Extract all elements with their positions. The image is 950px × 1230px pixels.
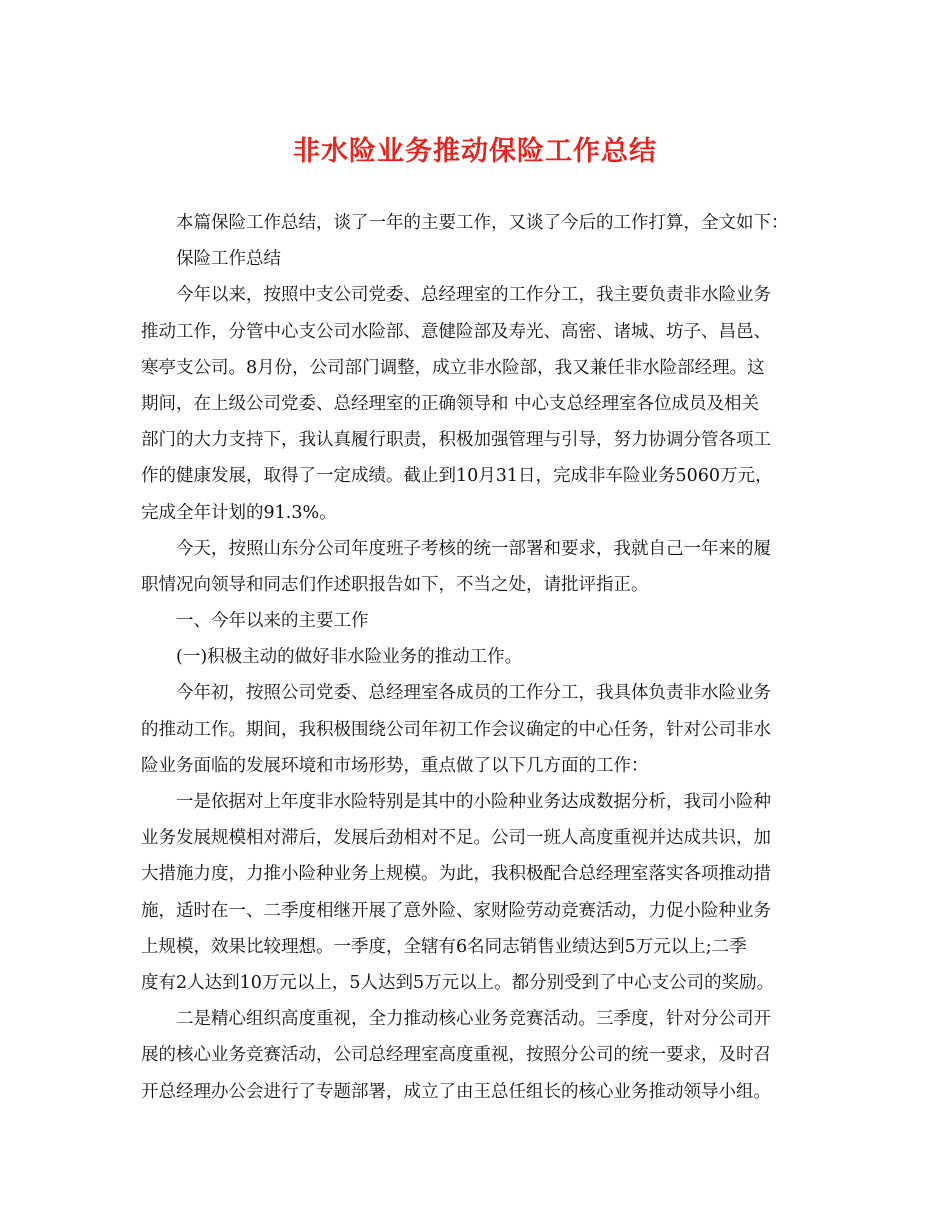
text-line: 保险工作总结: [176, 249, 281, 270]
text-line: 展的核心业务竞赛活动，公司总经理室高度重视，按照分公司的统一要求，及时召: [141, 1045, 771, 1066]
text-line: 一、今年以来的主要工作: [176, 611, 369, 632]
text-line: 作的健康发展，取得了一定成绩。截止到10月31日，完成非车险业务5060万元，: [141, 466, 773, 487]
text-line: 部门的大力支持下，我认真履行职责，积极加强管理与引导，努力协调分管各项工: [141, 430, 771, 451]
text-line: 施，适时在一、二季度相继开展了意外险、家财险劳动竞赛活动，力促小险种业务: [141, 900, 771, 921]
text-line: 今年初，按照公司党委、总经理室各成员的工作分工，我具体负责非水险业务: [176, 683, 771, 704]
text-line: 本篇保险工作总结，谈了一年的主要工作，又谈了今后的工作打算，全文如下：: [176, 213, 789, 233]
text-line: 今天，按照山东分公司年度班子考核的统一部署和要求，我就自己一年来的履: [176, 538, 771, 559]
text-line: 推动工作，分管中心支公司水险部、意健险部及寿光、高密、诸城、坊子、昌邑、: [141, 321, 771, 342]
text-line: 寒亭支公司。8月份，公司部门调整，成立非水险部，我又兼任非水险部经理。这: [141, 357, 765, 378]
text-line: 开总经理办公会进行了专题部署，成立了由王总任组长的核心业务推动领导小组。: [141, 1081, 771, 1102]
text-line: 的推动工作。期间，我积极围绕公司年初工作会议确定的中心任务，针对公司非水: [141, 719, 771, 740]
text-line: (一)积极主动的做好非水险业务的推动工作。: [176, 647, 523, 668]
text-line: 上规模，效果比较理想。一季度，全辖有6名同志销售业绩达到5万元以上;二季: [141, 936, 747, 957]
text-line: 险业务面临的发展环境和市场形势，重点做了以下几方面的工作：: [141, 755, 649, 776]
document-body: [141, 205, 821, 1110]
text-line: 二是精心组织高度重视，全力推动核心业务竞赛活动。三季度，针对分公司开: [176, 1009, 771, 1030]
text-line: 期间，在上级公司党委、总经理室的正确领导和 中心支总经理室各位成员及相关: [141, 393, 760, 414]
text-line: 职情况向领导和同志们作述职报告如下，不当之处，请批评指正。: [141, 574, 649, 595]
text-line: 今年以来，按照中支公司党委、总经理室的工作分工，我主要负责非水险业务: [176, 285, 771, 306]
document-title: 非水险业务推动保险工作总结: [293, 136, 657, 167]
text-line: 大措施力度，力推小险种业务上规模。为此，我积极配合总经理室落实各项推动措: [141, 864, 771, 885]
text-line: 完成全年计划的91.3%。: [141, 502, 337, 523]
text-line: 业务发展规模相对滞后，发展后劲相对不足。公司一班人高度重视并达成共识，加: [141, 828, 771, 849]
text-line: 一是依据对上年度非水险特别是其中的小险种业务达成数据分析，我司小险种: [176, 792, 771, 812]
text-line: 度有2人达到10万元以上，5人达到5万元以上。都分别受到了中心支公司的奖励。: [141, 972, 775, 993]
